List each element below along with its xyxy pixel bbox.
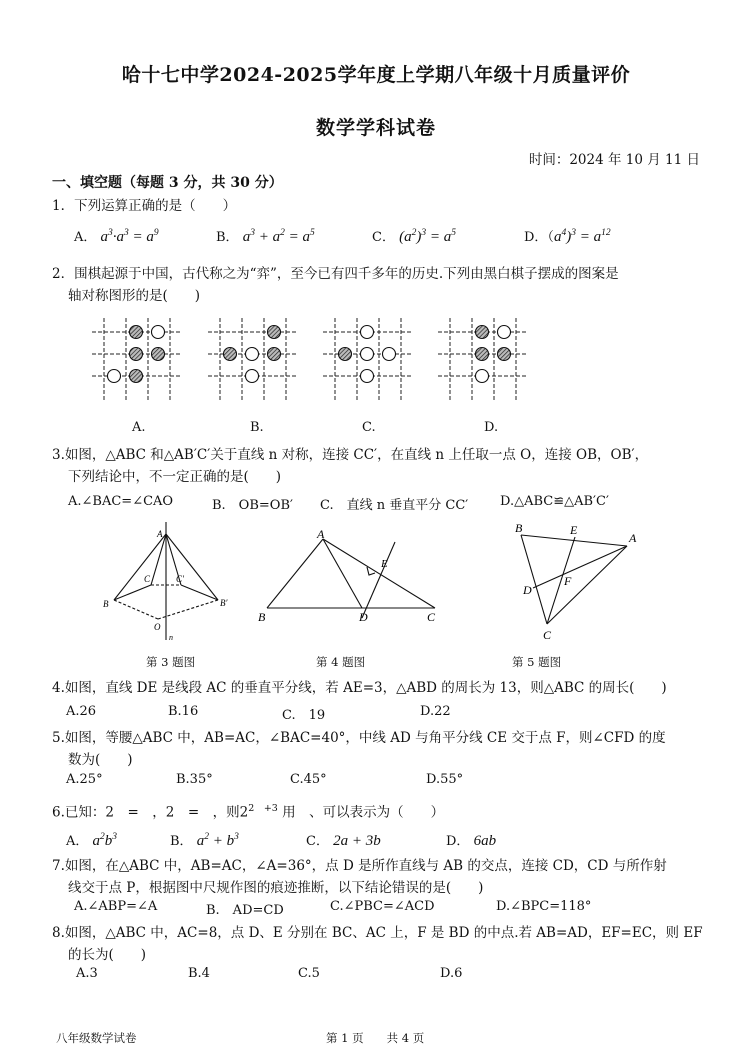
white-stone (383, 348, 396, 361)
fig3-label-a: A (157, 529, 163, 539)
fig3-label-b-prime: B′ (220, 598, 228, 608)
fig5-label-f: F (564, 574, 572, 588)
q5-option-d: D.55° (426, 772, 464, 787)
fig4-label-c: C (427, 610, 436, 624)
black-stone (476, 326, 489, 339)
q3-line1: 3.如图，△ABC 和△AB′C′关于直线 n 对称，连接 CC′，在直线 n 上任取一点 O，连接 OB，OB′， (52, 447, 649, 463)
white-stone (246, 348, 259, 361)
fig5-label-c: C (543, 628, 552, 642)
white-stone (246, 370, 259, 383)
q8-option-c: C.5 (298, 966, 320, 981)
white-stone (361, 348, 374, 361)
q2-label-b: B. (250, 420, 264, 435)
q6-stem: 6.已知：2 = ，2 = ，则$2^{2 +3}$ 用 、可以表示为（ ） (52, 803, 445, 821)
q7-option-b: B. AD=CD (206, 903, 284, 918)
black-stone (339, 348, 352, 361)
white-stone (498, 326, 511, 339)
q4-stem: 4.如图，直线 DE 是线段 AC 的垂直平分线，若 AE=3，△ABD 的周长为 13，则△ABC 的周长( ) (52, 680, 667, 696)
fig4-label-b: B (258, 610, 266, 624)
q2-label-a: A. (132, 420, 146, 435)
black-stone (130, 326, 143, 339)
black-stone (498, 348, 511, 361)
black-stone (476, 348, 489, 361)
fig3-label-c-prime: C′ (176, 574, 184, 584)
fig3-label-b: B (103, 599, 109, 609)
section-heading: 一、填空题（每题 3 分，共 30 分） (52, 175, 283, 191)
figure-3-caption: 第 3 题图 (146, 655, 196, 669)
q5-line2: 数为( ) (68, 752, 133, 768)
figure-4-caption: 第 4 题图 (316, 655, 366, 669)
black-stone (152, 348, 165, 361)
q2-label-c: C. (362, 420, 376, 435)
q7-line2: 线交于点 P，根据图中尺规作图的痕迹推断，以下结论错误的是( ) (68, 880, 484, 896)
black-stone (268, 348, 281, 361)
white-stone (361, 370, 374, 383)
q3-option-d: D.△ABC≌△AB′C′ (500, 494, 609, 509)
white-stone (152, 326, 165, 339)
fig4-label-a: A (317, 530, 325, 541)
q7-option-c: C.∠PBC=∠ACD (330, 899, 435, 914)
q5-line1: 5.如图，等腰△ABC 中，AB=AC，∠BAC=40°，中线 AD 与角平分线 CE 交于点 F，则∠CFD 的度 (52, 730, 666, 746)
q4-option-a: A.26 (66, 704, 97, 719)
q4-option-d: D.22 (420, 704, 451, 719)
q7-option-d: D.∠BPC=118° (496, 899, 592, 914)
q8-option-d: D.6 (440, 966, 463, 981)
q1-option-c: C． $(a^2)^3 = a^5$ (372, 228, 456, 245)
black-stone (224, 348, 237, 361)
q6-option-d: D． 6ab (446, 833, 497, 849)
q5-option-b: B.35° (176, 772, 213, 787)
q2-line1: 2．围棋起源于中国，古代称之为“弈”，至今已有四千多年的历史.下列由黑白棋子摆成的图案是 (52, 266, 619, 282)
q8-option-b: B.4 (188, 966, 210, 981)
q1-option-b: B． $a^3 + a^2 = a^5$ (216, 228, 315, 245)
white-stone (361, 326, 374, 339)
fig5-label-a: A (629, 531, 637, 545)
q2-label-d: D. (484, 420, 499, 435)
q3-option-a: A.∠BAC=∠CAO (68, 494, 174, 509)
q7-line1: 7.如图，在△ABC 中，AB=AC，∠A=36°，点 D 是所作直线与 AB 的交点，连接 CD，CD 与所作射 (52, 858, 667, 874)
q8-line1: 8.如图，△ABC 中，AC=8，点 D、E 分别在 BC、AC 上，F 是 BD 的中点.若 AB=AD，EF=EC，则 EF (52, 925, 703, 941)
figure-4 (255, 530, 445, 625)
white-stone (108, 370, 121, 383)
q3-option-c: C. 直线 n 垂直平分 CC′ (320, 498, 469, 513)
exam-title: 哈十七中学2024-2025学年度上学期八年级十月质量评价 (121, 64, 631, 86)
fig5-label-e: E (570, 523, 578, 537)
q6-option-b: B． $a^2 + b^3$ (170, 832, 239, 849)
q3-option-b: B. OB=OB′ (212, 498, 293, 513)
figure-3 (96, 522, 246, 644)
q2-line2: 轴对称图形的是( ) (68, 288, 201, 304)
q4-option-b: B.16 (168, 704, 199, 719)
q1-option-d: D．$(a^4)^3 = a^{12}$ (524, 228, 611, 245)
q5-option-c: C.45° (290, 772, 327, 787)
white-stone (476, 370, 489, 383)
fig5-label-b: B (515, 521, 523, 535)
exam-subtitle: 数学学科试卷 (315, 117, 436, 139)
q4-option-c: C. 19 (282, 708, 326, 723)
q1-option-a: A． $a^3\cdot a^3 = a^9$ (74, 228, 159, 245)
figure-5 (505, 518, 650, 642)
footer-page-number: 第 1 页 共 4 页 (326, 1031, 425, 1045)
q1-stem: 1．下列运算正确的是（ ） (52, 198, 237, 214)
exam-time: 时间：2024 年 10 月 11 日 (528, 152, 700, 168)
q2-go-board-figures (80, 312, 540, 414)
fig3-label-n: n (169, 633, 173, 642)
fig5-label-d: D (523, 583, 532, 597)
q8-option-a: A.3 (76, 966, 98, 981)
fig4-label-d: D (359, 610, 368, 624)
q6-option-a: A． $a^2b^3$ (66, 832, 118, 849)
black-stone (130, 370, 143, 383)
black-stone (268, 326, 281, 339)
fig4-label-e: E (381, 558, 388, 570)
q6-option-c: C． 2a + 3b (306, 833, 381, 849)
fig3-label-o: O (154, 622, 161, 632)
q7-option-a: A.∠ABP=∠A (74, 899, 158, 914)
footer-left: 八年级数学试卷 (56, 1031, 137, 1045)
black-stone (130, 348, 143, 361)
figure-5-caption: 第 5 题图 (512, 655, 562, 669)
q8-line2: 的长为( ) (68, 947, 147, 963)
q3-line2: 下列结论中，不一定正确的是( ) (68, 469, 282, 485)
fig3-label-c: C (144, 574, 151, 584)
q5-option-a: A.25° (66, 772, 103, 787)
